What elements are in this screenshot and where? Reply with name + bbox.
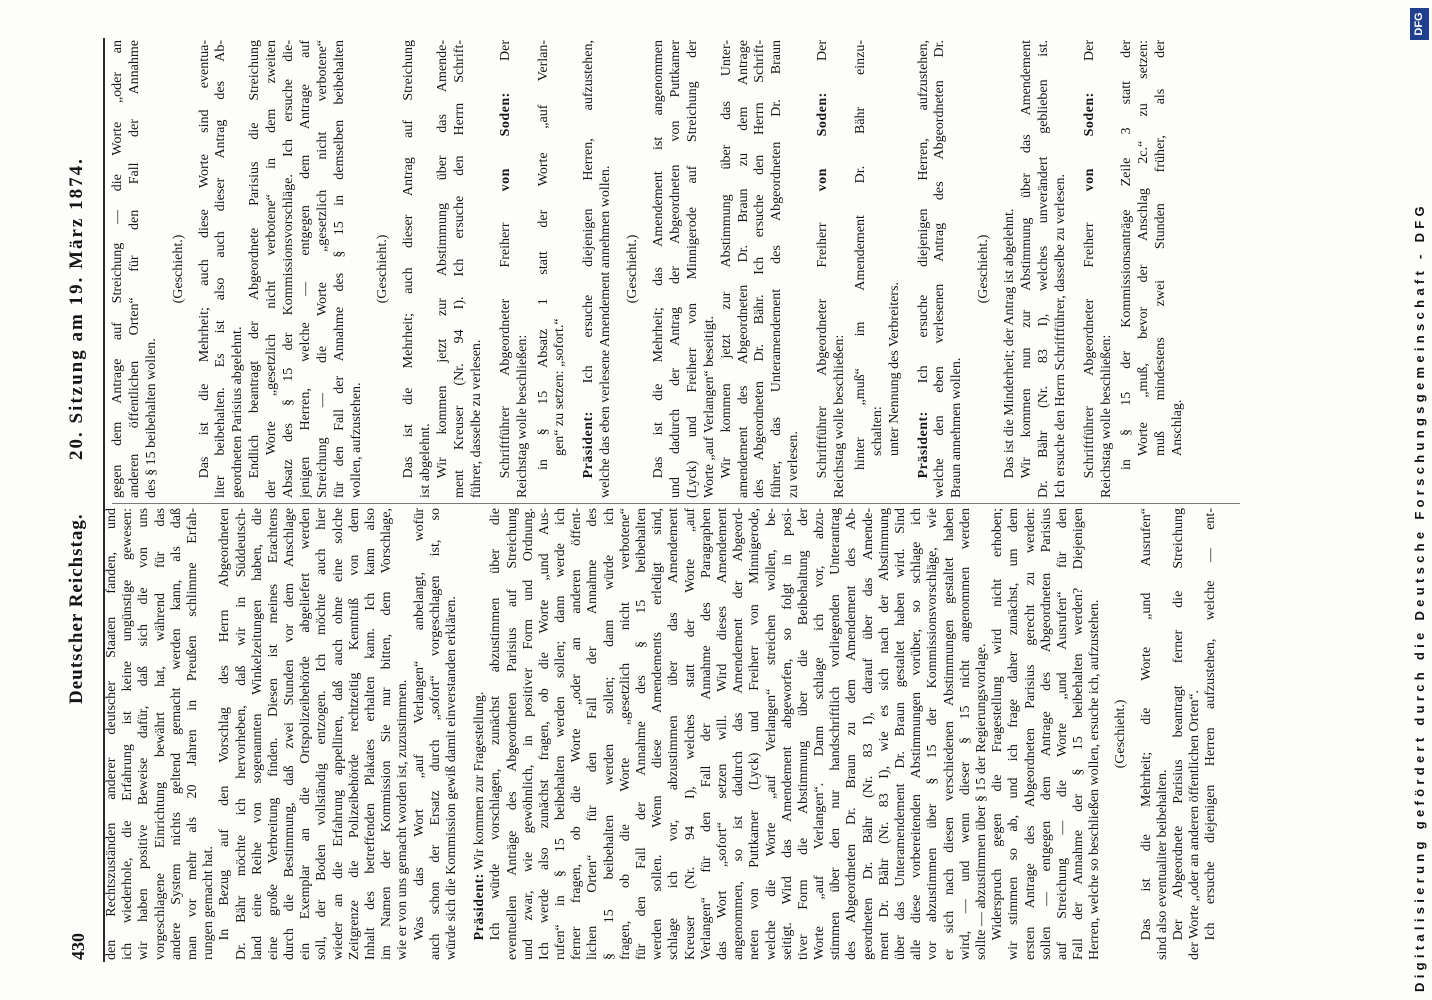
line-text: vorgeschlagene Einrichtung bewährt hat, während für das <box>152 508 168 960</box>
text-line <box>472 508 488 960</box>
text-line <box>925 508 941 960</box>
line-text: welche das eben verlesene Amendement annehmen wollen. <box>598 165 614 498</box>
line-text: ment Kreuser (Nr. 94 I). Ich ersuche den Herrn Schrift- <box>452 40 468 498</box>
line-text: führer, dasselbe zu verlesen. <box>468 339 484 498</box>
line-text: rufen“ in § 15 beibehalten werden sollen; dann werde ich <box>553 508 569 960</box>
text-line <box>412 508 428 960</box>
text-line <box>861 508 877 960</box>
line-text: unter Nennung des Verbreiters. <box>886 282 902 456</box>
right-column <box>110 40 1187 498</box>
text-line <box>314 508 330 960</box>
line-text: Das ist die Minderheit; der Antrag ist abgelehnt. <box>1002 208 1018 479</box>
line-text: land eine Reihe von sogenannten Winkelzeitungen haben, die <box>249 508 265 960</box>
text-line <box>428 508 444 960</box>
line-text: in § 15 der Kommissionsanträge Zeile 3 statt der <box>1119 40 1135 470</box>
line-text: Wir kommen jetzt zur Abstimmung über das Unter- <box>718 40 734 479</box>
line-text: rungen gemacht hat. <box>201 846 217 960</box>
paragraph <box>435 40 486 498</box>
text-line <box>634 508 650 960</box>
stage-direction <box>1113 508 1129 960</box>
line-text: Der <box>1081 40 1097 61</box>
paragraph <box>217 508 411 960</box>
speaker-name: Präsident: <box>915 411 931 479</box>
speaker-title: Schriftführer Abgeordneter Freiherr <box>497 222 513 479</box>
line-text: Der <box>815 40 831 61</box>
text-line <box>844 508 860 960</box>
text-line <box>786 40 803 498</box>
line-text: im Namen der Kommission Sie nur bitten, dem Vorschlage, <box>379 508 395 960</box>
text-line <box>1203 508 1219 960</box>
line-text: sollte — abzustimmen über § 15 der Regierungsvorlage. <box>973 643 989 960</box>
motion-text <box>1119 40 1187 498</box>
line-text: anderen öffentlichen Orten“ für den Fall der Annahme <box>126 40 142 498</box>
text-line <box>197 40 214 498</box>
column-rule <box>112 503 1240 504</box>
line-text: auf Streichung — die Worte „und Ausrufen“ für den <box>1054 508 1070 960</box>
paragraph <box>110 40 161 498</box>
line-text: In Bezug auf den Vorschlag des Herrn Abgeordneten <box>217 508 233 941</box>
digitization-note: Digitalisierung gefördert durch die Deutsche Forschungsgemeinschaft - DFG <box>1412 202 1427 992</box>
text-line <box>379 508 395 960</box>
text-line <box>887 40 904 498</box>
text-line <box>699 508 715 960</box>
line-text: Ich ersuche diejenigen Herren, aufzustehen, <box>915 40 931 384</box>
line-text: Worte „auf Verlangen“ beseitigt. <box>701 315 717 498</box>
stage-direction <box>976 40 993 498</box>
line-text: fragen, ob die Worte „gesetzlich nicht verbotene“ <box>617 508 633 960</box>
line-text: Das ist die Mehrheit; das Amendement ist angenommen <box>651 40 667 479</box>
text-line <box>719 40 736 498</box>
text-line <box>828 508 844 960</box>
text-line <box>569 508 585 960</box>
paragraph <box>488 508 990 960</box>
text-line <box>1055 508 1071 960</box>
line-text: hinter „muß“ im Amendement Dr. Bähr einzu- <box>852 40 868 470</box>
line-text: Ich ersuche diejenigen Herren, aufzustehen, <box>581 40 597 384</box>
line-text: Dr. Bähr möchte ich hervorheben, daß wir in Süddeutsch- <box>233 508 249 960</box>
text-line <box>1153 40 1170 498</box>
text-line <box>1139 508 1155 960</box>
paragraph <box>197 40 248 498</box>
text-line <box>1099 40 1116 498</box>
text-line <box>853 40 870 498</box>
text-line <box>363 508 379 960</box>
text-line <box>683 508 699 960</box>
text-line <box>1113 508 1129 960</box>
text-line <box>250 508 266 960</box>
text-line <box>452 40 469 498</box>
text-line <box>104 508 120 960</box>
text-line <box>213 40 230 498</box>
line-text: durch die Bestimmung, daß zwei Stunden vor dem Anschlage <box>282 508 298 960</box>
line-text: würde sich die Kommission gewiß damit einverstanden erklären. <box>443 596 459 960</box>
text-line <box>731 508 747 960</box>
text-line <box>536 40 553 498</box>
text-line <box>702 40 719 498</box>
speaker-name: Präsident: <box>581 411 597 479</box>
text-line <box>169 508 185 960</box>
line-text: Herren, welche so beschließen wollen, ersuche ich, aufzustehen. <box>1087 599 1103 960</box>
text-line <box>1019 40 1036 498</box>
line-text: liter beibehalten. Es ist also auch dieser Antrag des Ab- <box>213 40 229 498</box>
text-line <box>281 40 298 498</box>
line-text: schlage ich vor, abzustimmen über das Amendement <box>666 508 682 960</box>
text-line <box>769 40 786 498</box>
speaker-name: von Soden: <box>815 92 831 192</box>
text-line <box>1155 508 1171 960</box>
line-text: schalten: <box>869 406 885 456</box>
text-line <box>909 508 925 960</box>
text-line <box>916 40 933 498</box>
line-text: Der Abgeordnete Parisius beantragt ferner die Streichung <box>1171 508 1186 941</box>
text-line <box>598 40 615 498</box>
text-line <box>1082 40 1099 498</box>
speaker-name: Präsident: <box>472 873 488 941</box>
text-line <box>247 40 264 498</box>
line-text: und dadurch der Antrag der Abgeordneten von Puttkamer <box>667 40 683 498</box>
line-text: wieder an die Erfahrung appelliren, daß auch ohne eine solche <box>330 508 346 960</box>
line-text: eventuellen Anträge des Abgeordneten Parisius auf Streichung <box>504 508 520 960</box>
session-date: 20. Sitzung am 19. März 1874. <box>66 157 87 460</box>
text-line <box>515 40 532 498</box>
text-line <box>625 40 642 498</box>
line-text: Dr. Bähr (Nr. 83 I), welches unverändert geblieben ist. <box>1035 40 1051 498</box>
line-text: Ich ersuche diejenigen Herren aufzustehen, welche — ent- <box>1203 508 1219 941</box>
speech-paragraph <box>815 40 849 498</box>
text-line <box>602 508 618 960</box>
line-text: soll, der Boden vollständig entzogen. Ich möchte auch hier <box>314 508 330 960</box>
text-line <box>990 508 1006 960</box>
line-text: (Geschieht.) <box>375 234 391 304</box>
line-text: Was das Wort „auf Verlangen“ anbelangt, wofür <box>411 508 427 941</box>
line-text: geordneten Parisius abgelehnt. <box>230 326 246 498</box>
paragraph <box>1203 508 1219 960</box>
page-title: Deutscher Reichstag. <box>66 513 87 704</box>
line-text: angenommen, so ist dadurch das Amendement der Abgeord- <box>731 508 747 960</box>
line-text: alle diese vorbereitenden Abstimmungen vorüber, so schlage ich <box>909 508 925 960</box>
text-line <box>1187 508 1203 960</box>
paragraph <box>1002 40 1019 498</box>
paragraph <box>1171 508 1203 960</box>
text-line <box>553 508 569 960</box>
text-line <box>877 508 893 960</box>
line-text: (Lyck) und Freiherr von Minnigerode auf Streichung der <box>684 40 700 498</box>
motion-text <box>536 40 570 498</box>
text-line <box>932 40 949 498</box>
text-line <box>315 40 332 498</box>
line-text: des Abgeordneten Dr. Braun zu dem Amendement des Ab- <box>844 508 860 960</box>
line-text: Fall der Annahme der § 15 beibehalten werden? Diejenigen <box>1071 508 1087 960</box>
line-text: Das ist die Mehrheit; die Worte „und Ausrufen“ <box>1138 508 1154 941</box>
line-text: Endlich beantragt der Abgeordnete Parisius die Streichung <box>247 40 263 479</box>
line-text: Der <box>497 40 513 61</box>
line-text: Ich würde vorschlagen, zunächst abzustimmen über die <box>488 508 504 941</box>
text-line <box>217 508 233 960</box>
text-line <box>685 40 702 498</box>
text-line <box>1071 508 1087 960</box>
text-line <box>230 40 247 498</box>
line-text: ich wiederhole, die Erfahrung ist keine ungünstige gewesen: <box>120 508 136 960</box>
text-line <box>832 40 849 498</box>
line-text: stimmen über den nur handschriftlich vorliegenden Unterantrag <box>828 508 844 960</box>
line-text: welche die Worte „auf Verlangen“ streichen wollen, be- <box>763 508 779 960</box>
text-line <box>650 508 666 960</box>
text-line <box>120 508 136 960</box>
text-line <box>201 508 217 960</box>
stage-direction <box>171 40 188 498</box>
text-line <box>401 40 418 498</box>
text-line <box>1119 40 1136 498</box>
text-line <box>282 508 298 960</box>
paragraph <box>401 40 435 498</box>
line-text: ein Exemplar an die Ortspolizeibehörde abgeliefert werden <box>298 508 314 960</box>
paragraph <box>104 508 217 960</box>
text-line <box>234 508 250 960</box>
line-text: § 15 beibehalten werden sollen; dann würde ich <box>601 508 617 960</box>
text-line <box>395 508 411 960</box>
text-line <box>1171 508 1187 960</box>
text-line <box>618 508 634 960</box>
line-text: Widerspruch gegen die Fragestellung wird nicht erhoben; <box>990 508 1006 941</box>
text-line <box>949 40 966 498</box>
paragraph <box>412 508 461 960</box>
line-text: Reichstag wolle beschließen: <box>514 334 530 498</box>
text-line <box>796 508 812 960</box>
stage-direction <box>375 40 392 498</box>
line-text: wir stimmen so ab, und ich frage daher zunächst, um dem <box>1006 508 1022 960</box>
text-line <box>505 508 521 960</box>
line-text: Worte „auf Verlangen“. Dann schlage ich vor, abzu- <box>812 508 828 960</box>
text-line <box>488 508 504 960</box>
text-line <box>144 40 161 498</box>
text-line <box>715 508 731 960</box>
speech-paragraph <box>472 508 488 960</box>
line-text: werden sollen. Wenn diese Amendements erledigt sind, <box>650 508 666 960</box>
text-line <box>1136 40 1153 498</box>
paragraph <box>1019 40 1070 498</box>
line-text: (Geschieht.) <box>976 234 992 304</box>
text-line <box>1006 508 1022 960</box>
text-line <box>521 508 537 960</box>
line-text: ferner fragen, ob die Worte „oder an anderen öffent- <box>569 508 585 960</box>
line-text: der Worte „oder an anderen öffentlichen Orten“. <box>1187 689 1203 960</box>
motion-text <box>853 40 904 498</box>
text-line <box>1036 40 1053 498</box>
line-text: für den Fall der Annahme des § 15 beibehalten <box>634 508 649 960</box>
text-line <box>1039 508 1055 960</box>
line-text: Inhalt des betreffenden Plakates erhalten kann. Ich kann also <box>363 508 378 960</box>
stage-direction <box>625 40 642 498</box>
line-text: man vor mehr als 20 Jahren in Preußen schlimme Erfah- <box>184 508 200 960</box>
text-line <box>331 508 347 960</box>
text-line <box>1053 40 1070 498</box>
text-line <box>444 508 460 960</box>
text-line <box>1002 40 1019 498</box>
line-text: wir haben positive Beweise dafür, daß sich die von uns <box>136 508 152 960</box>
text-line <box>136 508 152 960</box>
line-text: Kreuser (Nr. 94 I), welches statt der Worte „auf <box>682 508 698 960</box>
speech-paragraph <box>916 40 967 498</box>
line-text: wird, — und wenn dieser § 15 nicht angenommen werden <box>957 508 973 960</box>
line-text: eine große Verbreitung finden. Diesen ist meines Erachtens <box>265 508 281 960</box>
speech-paragraph <box>581 40 615 498</box>
text-line <box>736 40 753 498</box>
speech-paragraph <box>498 40 532 498</box>
line-text: ist abgelehnt. <box>418 423 434 498</box>
line-text: wollen, aufzustehen. <box>348 382 364 498</box>
text-line <box>264 40 281 498</box>
text-line <box>870 40 887 498</box>
line-text: er sich nach diesen verschiedenen Abstimmungen gestaltet haben <box>941 508 957 960</box>
line-text: den Rechtszuständen anderer deutscher Staaten fanden, und <box>104 508 119 960</box>
text-line <box>812 508 828 960</box>
text-line <box>298 508 314 960</box>
line-text: tiver Form die Abstimmung über die Beibehaltung der <box>795 508 811 960</box>
speaker-title: Schriftführer Abgeordneter Freiherr <box>1081 222 1097 479</box>
text-line <box>127 40 144 498</box>
text-line <box>110 40 127 498</box>
paragraph <box>651 40 719 498</box>
text-line <box>266 508 282 960</box>
text-line <box>668 40 685 498</box>
line-text: Ich ersuche den Herrn Schriftführer, dasselbe zu verlesen. <box>1052 173 1068 498</box>
line-text: lichen Orten“ für den Fall der Annahme des <box>585 508 601 960</box>
line-text: amendement des Abgeordneten Dr. Braun zu dem Antrage <box>735 40 751 498</box>
line-text: geordneten Dr. Bähr (Nr. 83 I), darauf über das Amende- <box>860 508 876 960</box>
text-line <box>974 508 990 960</box>
line-text: Wir kommen jetzt zur Abstimmung über das Amende- <box>435 40 451 479</box>
line-text: neten von Puttkamer (Lyck) und Freiherr von Minnigerode, <box>747 508 763 960</box>
line-text: (Geschieht.) <box>170 234 186 304</box>
text-line <box>1087 508 1103 960</box>
text-line <box>815 40 832 498</box>
text-line <box>893 508 909 960</box>
line-text: in § 15 Absatz 1 statt der Worte „auf Verlan- <box>535 40 551 470</box>
line-text: Das ist die Mehrheit; auch dieser Antrag auf Streichung <box>401 40 417 479</box>
speaker-name: von Soden: <box>1081 92 1097 192</box>
text-line <box>469 40 486 498</box>
line-text: jenigen Herren, welche — entgegen dem Antrage auf <box>297 40 313 498</box>
text-line <box>976 40 993 498</box>
line-text: Worte „muß, bevor der Anschlag 2c.“ zu setzen: <box>1136 40 1152 456</box>
text-line <box>942 508 958 960</box>
text-line <box>418 40 435 498</box>
text-line <box>349 40 366 498</box>
paragraph <box>990 508 1103 960</box>
line-text: Absatz des § 15 der Kommissionsvorschläge. Ich ersuche die- <box>281 40 297 498</box>
text-line <box>581 40 598 498</box>
page-number: 430 <box>68 933 88 960</box>
text-line <box>666 508 682 960</box>
line-text: zu verlesen. <box>786 431 802 498</box>
text-line <box>651 40 668 498</box>
line-text: Reichstag wolle beschließen: <box>1098 334 1114 498</box>
line-text: gegen dem Antrage auf Streichung — die Worte „oder an <box>110 40 125 498</box>
text-line <box>764 508 780 960</box>
speech-paragraph <box>1082 40 1116 498</box>
text-line <box>752 40 769 498</box>
line-text: Streichung — die Worte „gesetzlich nicht verbotene“ <box>314 40 330 498</box>
speaker-title: Schriftführer Abgeordneter Freiherr <box>815 222 831 479</box>
text-line <box>153 508 169 960</box>
text-line <box>1170 40 1187 498</box>
line-text: Das ist die Mehrheit; auch diese Worte sind eventua- <box>196 40 212 479</box>
line-text: Anschlag. <box>1170 399 1186 456</box>
line-text: welche den eben verlesenen Antrag des Abgeordneten Dr. <box>932 40 948 498</box>
line-text: der Worte „gesetzlich nicht verbotene“ in dem zweiten <box>264 40 280 498</box>
line-text: ersten Antrage des Abgeordneten Parisius gerecht zu werden: <box>1022 508 1038 960</box>
line-text: Braun annehmen wollen. <box>949 357 965 498</box>
text-line <box>585 508 601 960</box>
running-head <box>62 0 98 1000</box>
line-text: das Wort „sofort“ setzen will. Wird dieses Amendement <box>714 508 730 960</box>
text-line <box>537 508 553 960</box>
line-text: des § 15 beibehalten wollen. <box>143 338 159 498</box>
line-text: und zwar, wie gewöhnlich, in positiver Form und Ordnung. <box>520 508 536 960</box>
paragraph <box>1139 508 1171 960</box>
line-text: gen“ zu setzen: „sofort.“ <box>552 318 568 456</box>
text-line <box>552 40 569 498</box>
text-line <box>747 508 763 960</box>
paragraph <box>719 40 803 498</box>
text-line <box>185 508 201 960</box>
line-text: seitigt. Wird das Amendement abgeworfen, so folgt in posi- <box>779 508 795 960</box>
line-text: vor abzustimmen über § 15 der Kommissionsvorschläge, wie <box>925 508 941 960</box>
line-text: Verlangen“ für den Fall der Annahme des Paragraphen <box>698 508 714 960</box>
text-line <box>1023 508 1039 960</box>
text-line <box>171 40 188 498</box>
line-text: Zeitgrenze die Polizeibehörde rechtzeitig Kenntniß von dem <box>346 508 362 960</box>
text-line <box>435 40 452 498</box>
line-text: auch schon der Ersatz durch „sofort“ vorgeschlagen ist, so <box>427 508 443 960</box>
line-text: andere System nichts geltend gemacht werden kann, als daß <box>168 508 184 960</box>
text-line <box>498 40 515 498</box>
left-column <box>104 508 1220 960</box>
line-text: wie er von uns gemacht worden ist, zuzustimmen. <box>395 679 411 960</box>
line-text: des Abgeordneten Dr. Bähr. Ich ersuche den Herrn Schrift- <box>752 40 768 498</box>
line-text: führer, das Unteramendement des Abgeordneten Dr. Braun <box>769 40 785 498</box>
text-line <box>375 40 392 498</box>
speaker-name: von Soden: <box>497 92 513 192</box>
line-text: (Geschieht.) <box>625 234 641 304</box>
text-line <box>780 508 796 960</box>
text-line <box>347 508 363 960</box>
line-text: Reichstag wolle beschließen: <box>831 334 847 498</box>
line-text: Wir kommen nun zur Abstimmung über das Amendement <box>1018 40 1034 479</box>
line-text: ment Dr. Bähr (Nr. 83 I), wie es sich nach der Abstimmung <box>876 508 892 960</box>
line-text: Wir kommen zur Fragestellung. <box>472 691 488 870</box>
line-text: über das Unteramendement Dr. Braun gestaltet haben wird. Sind <box>893 508 908 960</box>
line-text: sollen — entgegen dem Antrage des Abgeordneten Parisius <box>1038 508 1054 960</box>
text-line <box>332 40 349 498</box>
line-text: (Geschieht.) <box>1113 699 1129 769</box>
line-text: für den Fall der Annahme des § 15 in demselben beibehalten <box>331 40 347 498</box>
line-text: Ich werde also zunächst fragen, ob die Worte „und Aus- <box>536 508 552 960</box>
text-line <box>298 40 315 498</box>
line-text: sind also eventualiter beibehalten. <box>1154 769 1170 960</box>
line-text: muß mindestens zwei Stunden früher, als der <box>1153 40 1169 456</box>
paragraph <box>247 40 365 498</box>
text-line <box>958 508 974 960</box>
dfg-logo: DFG <box>1410 8 1429 40</box>
